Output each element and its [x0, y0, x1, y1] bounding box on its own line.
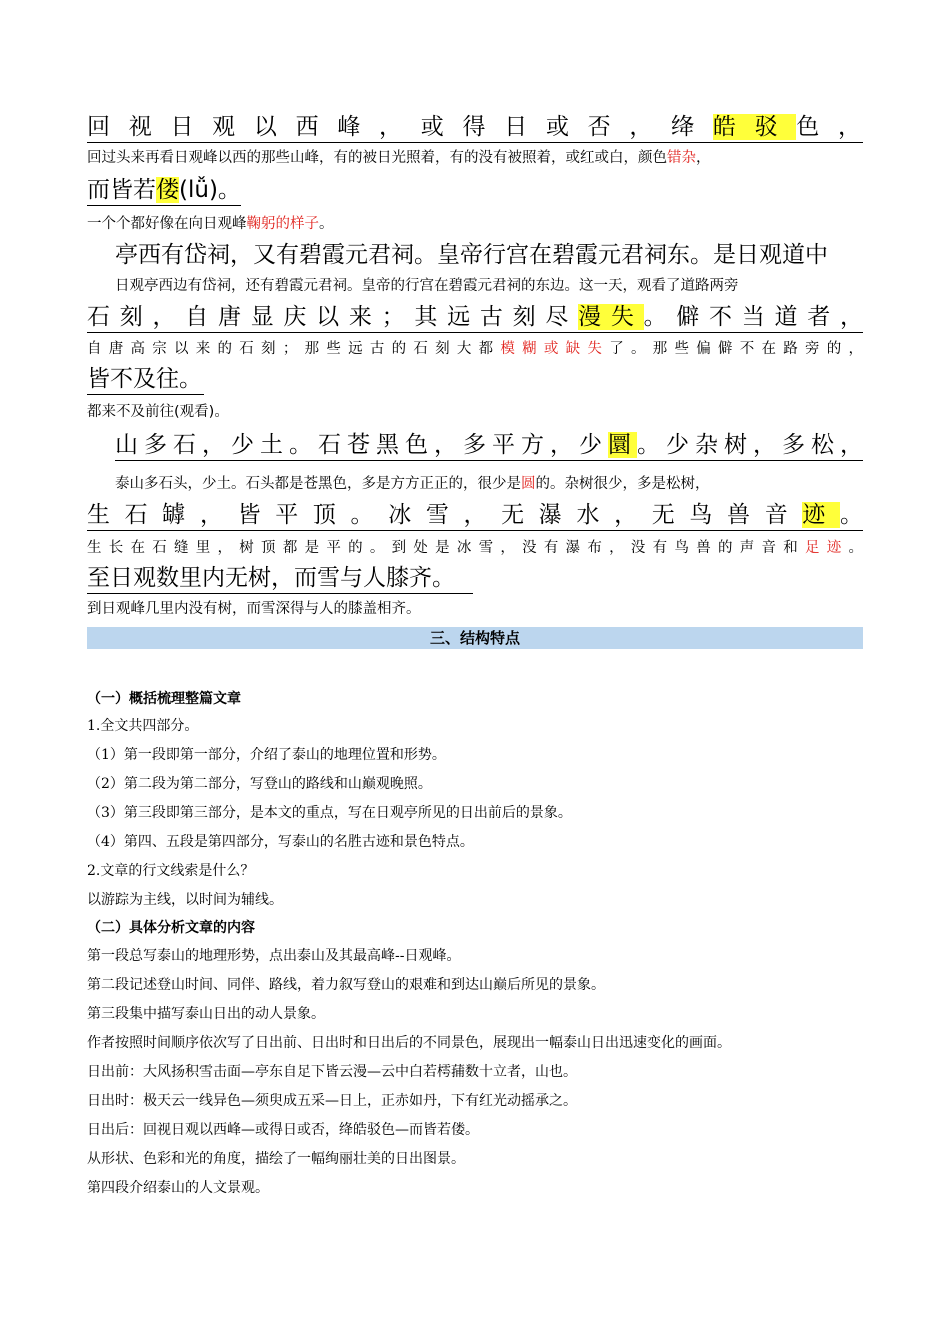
- section-header: 三、结构特点: [87, 627, 863, 649]
- text-segment: 。: [848, 540, 863, 556]
- outline-heading-1: （一）概括梳理整篇文章: [87, 691, 241, 707]
- translation-line-3: 日观亭西边有岱祠，还有碧霞元君祠。皇帝的行宫在碧霞元君祠的东边。这一天，观看了道路两旁: [115, 278, 739, 294]
- text-segment: 泰山多石头，少土。石头都是苍黑色，多是方方正正的，很少是: [115, 476, 521, 492]
- translation-line-2: [87, 214, 863, 234]
- outline-paragraph: 第二段记述登山时间、同伴、路线，着力叙写登山的艰难和到达山巅后所见的景象。: [87, 977, 605, 993]
- outline-paragraph: 第三段集中描写泰山日出的动人景象。: [87, 1006, 325, 1022]
- translation-line-4: [87, 339, 863, 359]
- classical-line-7: [87, 500, 863, 531]
- text-segment: ，: [696, 150, 711, 166]
- translation-line-6: [115, 474, 863, 494]
- outline-paragraph: 第一段总写泰山的地理形势，点出泰山及其最高峰--日观峰。: [87, 948, 461, 964]
- outline-paragraph: 以游踪为主线，以时间为辅线。: [87, 892, 283, 908]
- text-segment: 而皆若: [87, 177, 156, 203]
- text-segment: 自唐高宗以来的石刻；那些远古的石刻大都: [87, 341, 501, 357]
- classical-line-1: [87, 112, 863, 143]
- highlighted-word: 漫失: [578, 304, 644, 330]
- classical-line-8: 至日观数里内无树，而雪与人膝齐。: [87, 563, 473, 594]
- outline-paragraph: 1.全文共四部分。: [87, 718, 199, 734]
- text-segment: 。: [840, 502, 864, 528]
- red-annotation: 鞠躬的样子: [246, 216, 319, 232]
- text-segment: 。僻不当道者，: [643, 304, 864, 330]
- outline-paragraph: 2.文章的行文线索是什么？: [87, 863, 255, 879]
- text-segment: 色，: [796, 114, 864, 140]
- text-segment: 一个个都好像在向日观峰: [87, 216, 247, 232]
- classical-line-2: [87, 175, 241, 206]
- highlighted-word: 迹: [802, 502, 841, 528]
- outline-paragraph: 日出后：回视日观以西峰—或得日或否，绛皓驳色—而皆若偻。: [87, 1122, 479, 1138]
- outline-paragraph: （2）第二段为第二部分，写登山的路线和山巅观晚照。: [87, 776, 432, 792]
- text-segment: (lǚ)。: [179, 177, 241, 203]
- outline-paragraph: （4）第四、五段是第四部分，写泰山的名胜古迹和景色特点。: [87, 834, 474, 850]
- translation-line-8: 到日观峰几里内没有树，而雪深得与人的膝盖相齐。: [87, 601, 421, 617]
- outline-paragraph: （3）第三段即第三部分，是本文的重点，写在日观亭所见的日出前后的景象。: [87, 805, 572, 821]
- classical-line-5: 皆不及往。: [87, 364, 204, 395]
- classical-line-4: [87, 302, 863, 333]
- text-segment: 生石罅，皆平顶。冰雪，无瀑水，无鸟兽音: [87, 502, 803, 528]
- classical-line-3: 亭西有岱祠，又有碧霞元君祠。皇帝行宫在碧霞元君祠东。是日观道中: [115, 242, 828, 268]
- text-segment: 了。那些偏僻不在路旁的，: [609, 341, 864, 357]
- text-segment: 生长在石缝里，树顶都是平的。到处是冰雪，没有瀑布，没有鸟兽的声音和: [87, 540, 805, 556]
- outline-paragraph: 从形状、色彩和光的角度，描绘了一幅绚丽壮美的日出图景。: [87, 1151, 465, 1167]
- outline-paragraph: 日出前：大风扬积雪击面—亭东自足下皆云漫—云中白若樗蒱数十立者，山也。: [87, 1064, 577, 1080]
- outline-paragraph: 第四段介绍泰山的人文景观。: [87, 1180, 269, 1196]
- red-annotation: 足迹: [804, 540, 849, 556]
- translation-line-7: [87, 538, 863, 558]
- text-segment: 回过头来再看日观峰以西的那些山峰，有的被日光照着，有的没有被照着，或红或白，颜色: [87, 150, 667, 166]
- translation-line-5: 都来不及前往(观看)。: [87, 404, 229, 420]
- text-segment: 。少杂树，多松，: [637, 432, 863, 458]
- outline-paragraph: 作者按照时间顺序依次写了日出前、日出时和日出后的不同景色，展现出一幅泰山日出迅速变化的画面。: [87, 1035, 731, 1051]
- text-segment: 。: [319, 216, 334, 232]
- outline-heading-2: （二）具体分析文章的内容: [87, 920, 255, 936]
- red-annotation: 圆: [521, 476, 536, 492]
- text-segment: 回视日观以西峰，或得日或否，绛: [87, 114, 713, 140]
- highlighted-word: 圜: [608, 432, 637, 458]
- red-annotation: 模糊或缺失: [500, 341, 610, 357]
- outline-paragraph: 日出时：极天云一线异色—须臾成五采—日上，正赤如丹，下有红光动摇承之。: [87, 1093, 577, 1109]
- classical-line-6: [115, 430, 863, 461]
- text-segment: 的。杂树很少，多是松树，: [535, 476, 710, 492]
- text-segment: 山多石，少土。石苍黑色，多平方，少: [115, 432, 608, 458]
- highlighted-word: 偻: [156, 177, 179, 203]
- outline-paragraph: （1）第一段即第一部分，介绍了泰山的地理位置和形势。: [87, 747, 446, 763]
- red-annotation: 错杂: [667, 150, 696, 166]
- translation-line-1: [87, 148, 863, 168]
- text-segment: 石刻，自唐显庆以来；其远古刻尽: [87, 304, 579, 330]
- highlighted-word: 皓驳: [712, 114, 797, 140]
